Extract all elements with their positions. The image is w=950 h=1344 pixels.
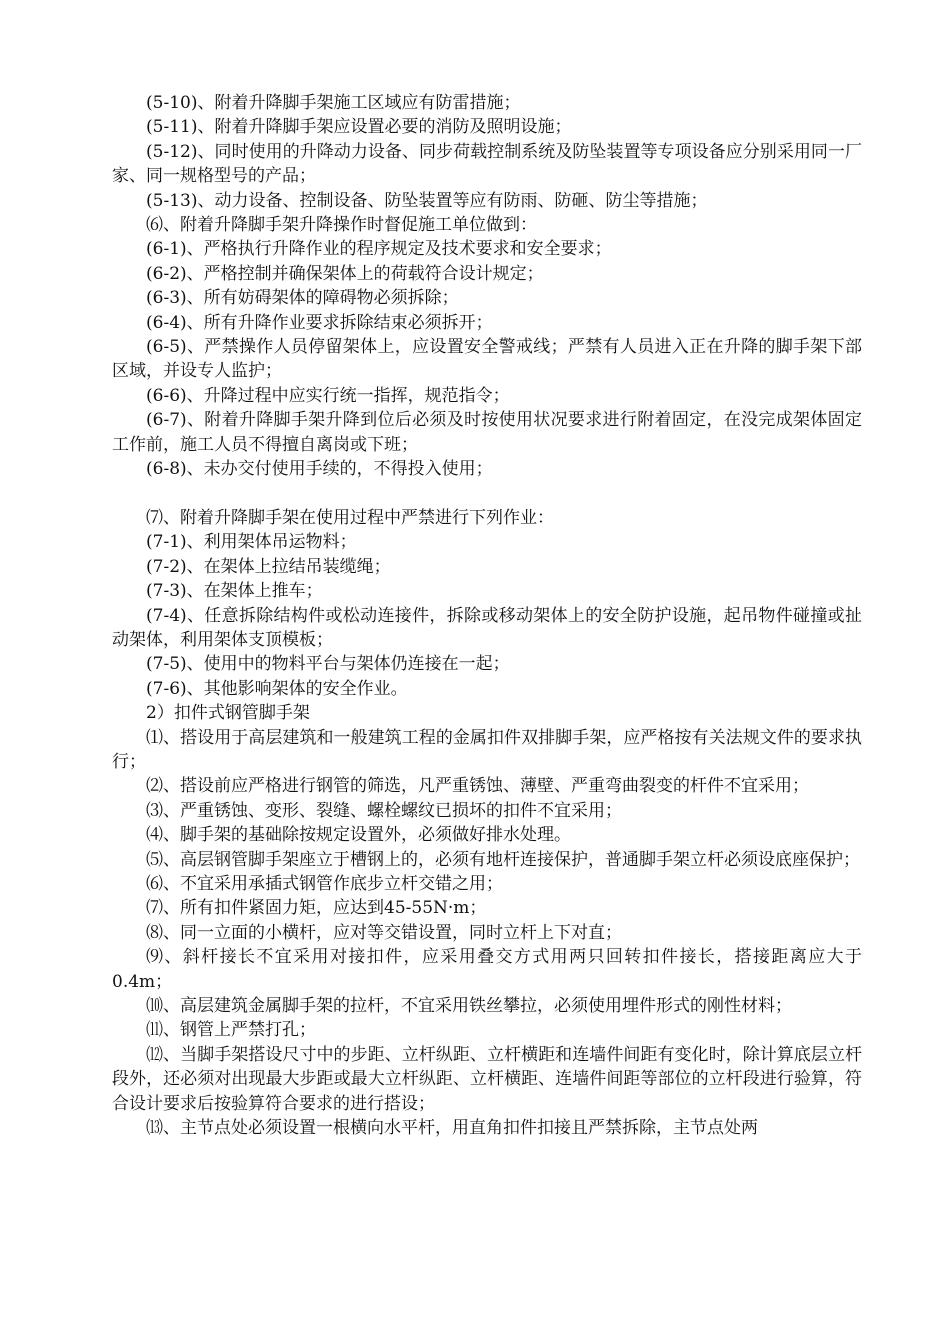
paragraph-5-12: (5-12)、同时使用的升降动力设备、同步荷载控制系统及防坠装置等专项设备应分别采用同一厂家、同一规格型号的产品； [112,141,862,187]
paragraph-5-10: (5-10)、附着升降脚手架施工区域应有防雷措施； [146,93,521,113]
paragraph-7-2: (7-2)、在架体上拉结吊装缆绳； [146,556,391,577]
paragraph-s2-2: ⑵、搭设前应严格进行钢管的筛选，凡严重锈蚀、薄壁、严重弯曲裂变的杆件不宜采用； [146,776,809,797]
paragraph-7: ⑺、附着升降脚手架在使用过程中严禁进行下列作业： [146,507,554,528]
paragraph-7-1: (7-1)、利用架体吊运物料； [146,532,357,553]
paragraph-6-3: (6-3)、所有妨碍架体的障碍物必须拆除； [146,288,459,309]
blank-line [112,482,862,506]
paragraph-6-8: (6-8)、未办交付使用手续的，不得投入使用； [146,459,493,480]
paragraph-s2-5: ⑸、高层钢管脚手架座立于槽钢上的，必须有地杆连接保护，普通脚手架立杆必须设底座保护； [146,849,860,870]
paragraph-s2-9: ⑼、斜杆接长不宜采用对接扣件，应采用叠交方式用两只回转扣件接长，搭接距离应大于0.4m； [112,947,862,992]
paragraph-6: ⑹、附着升降脚手架升降操作时督促施工单位做到： [146,215,537,236]
paragraph-6-2: (6-2)、严格控制并确保架体上的荷载符合设计规定； [146,263,544,284]
paragraph-s2-10: ⑽、高层建筑金属脚手架的拉杆，不宜采用铁丝攀拉，必须使用埋件形式的刚性材料； [146,996,792,1017]
paragraph-s2-8: ⑻、同一立面的小横杆，应对等交错设置，同时立杆上下对直； [146,922,622,943]
paragraph-s2-13: ⒀、主节点处必须设置一根横向水平杆，用直角扣件扣接且严禁拆除，主节点处两 [146,1118,758,1139]
paragraph-5-13: (5-13)、动力设备、控制设备、防坠装置等应有防雨、防砸、防尘等措施； [146,190,708,211]
paragraph-6-6: (6-6)、升降过程中应实行统一指挥，规范指令； [146,385,510,406]
paragraph-s2-4: ⑷、脚手架的基础除按规定设置外，必须做好排水处理。 [146,825,571,846]
paragraph-6-1: (6-1)、严格执行升降作业的程序规定及技术要求和安全要求； [146,239,612,260]
paragraph-s2-11: ⑾、钢管上严禁打孔； [146,1020,316,1041]
paragraph-s2-1: ⑴、搭设用于高层建筑和一般建筑工程的金属扣件双排脚手架，应严格按有关法规文件的要求执行； [112,727,862,772]
paragraph-s2-3: ⑶、严重锈蚀、变形、裂缝、螺栓螺纹已损坏的扣件不宜采用； [146,800,622,821]
document-page [112,91,862,1140]
paragraph-7-4: (7-4)、任意拆除结构件或松动连接件，拆除或移动架体上的安全防护设施，起吊物件碰撞或扯动架体，利用架体支顶模板； [112,605,862,650]
paragraph-7-6: (7-6)、其他影响架体的安全作业。 [146,678,408,699]
paragraph-s2-6: ⑹、不宜采用承插式钢管作底步立杆交错之用； [146,873,503,894]
paragraph-7-5: (7-5)、使用中的物料平台与架体仍连接在一起； [146,654,510,675]
paragraph-6-5: (6-5)、严禁操作人员停留架体上，应设置安全警戒线；严禁有人员进入正在升降的脚手架下部区域，并设专人监护； [112,337,862,382]
paragraph-6-7: (6-7)、附着升降脚手架升降到位后必须及时按使用状况要求进行附着固定，在没完成架体固定工作前，施工人员不得擅自离岗或下班； [112,410,862,455]
section-heading-2: 2）扣件式钢管脚手架 [146,703,310,724]
paragraph-s2-7: ⑺、所有扣件紧固力矩，应达到45-55N·m； [146,898,487,919]
paragraph-5-11: (5-11)、附着升降脚手架应设置必要的消防及照明设施； [146,117,572,138]
paragraph-7-3: (7-3)、在架体上推车； [146,581,323,602]
paragraph-6-4: (6-4)、所有升降作业要求拆除结束必须拆开； [146,312,493,333]
paragraph-s2-12: ⑿、当脚手架搭设尺寸中的步距、立杆纵距、立杆横距和连墙件间距有变化时，除计算底层立杆段外，还必须对出现最大步距或最大立杆纵距、立杆横距、连墙件间距等部位的立杆段进行验算，符合设计要求后按验算符合要求的进行搭设； [112,1044,862,1114]
